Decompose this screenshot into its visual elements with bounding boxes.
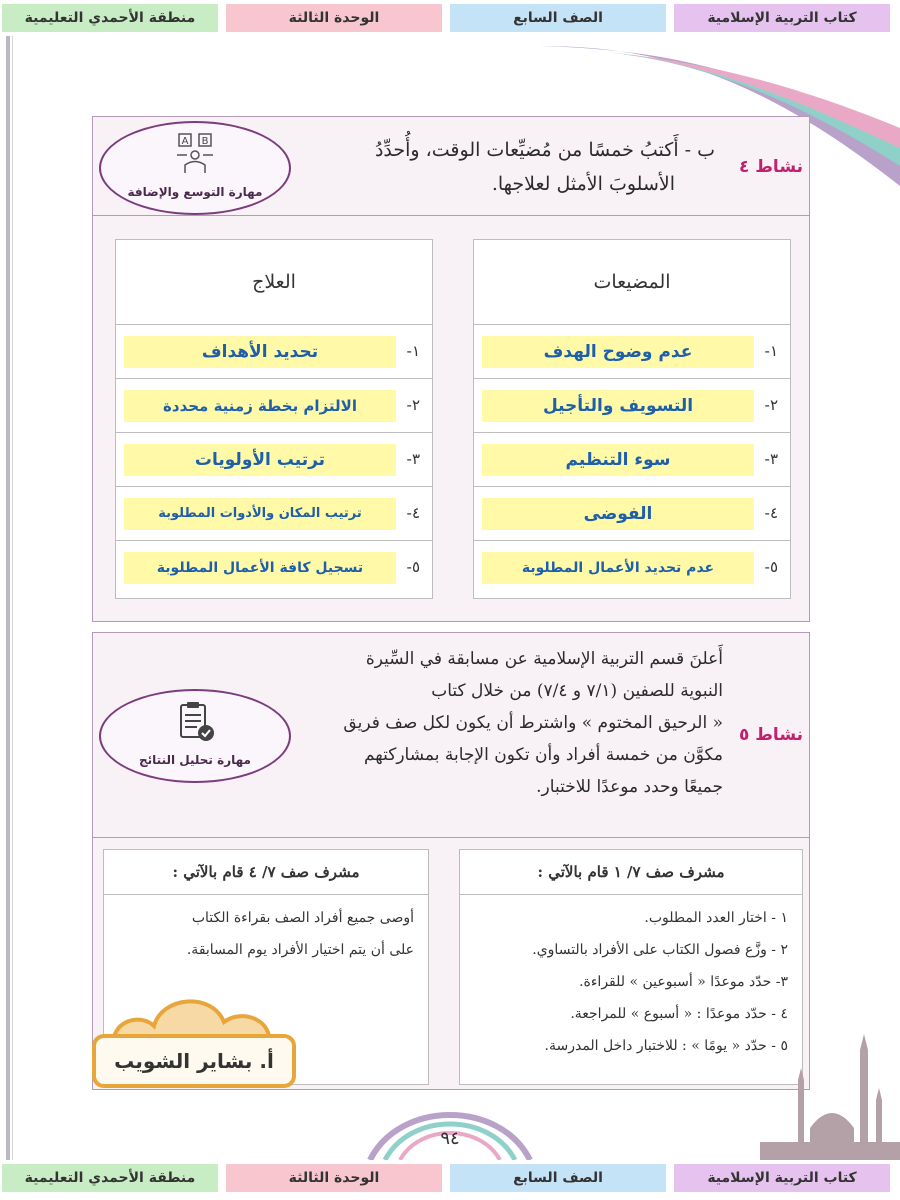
activity5-paragraph <box>283 643 723 803</box>
row-number: ٥- <box>406 558 420 576</box>
activity5-label: نشاط ٥ <box>738 725 803 745</box>
time-wasters-header: المضيعات <box>474 240 790 325</box>
expand-ab-icon <box>173 131 217 175</box>
page-side-rule <box>6 36 10 1160</box>
header-grade: الصف السابع <box>450 4 666 32</box>
remedy-answer: تسجيل كافة الأعمال المطلوبة <box>124 552 396 584</box>
footer-strip <box>0 1164 900 1194</box>
header-book-title: كتاب التربية الإسلامية <box>674 4 890 32</box>
row-number: ٤- <box>406 504 420 522</box>
row-number: ١- <box>406 342 420 360</box>
activity5-paragraph-line: النبوية للصفين (٧/١ و ٧/٤) من خلال كتاب <box>431 681 723 701</box>
activity4-skill-caption: مهارة التوسع والإضافة <box>127 185 263 199</box>
activity5-paragraph-line: مكوَّن من خمسة أفراد وأن تكون الإجابة بمشاركتهم <box>363 745 723 765</box>
table-row <box>474 324 790 379</box>
remedies-table <box>115 239 433 599</box>
mosque-silhouette-icon <box>760 1030 900 1160</box>
activity4-divider <box>93 215 809 216</box>
activity4-label: نشاط ٤ <box>738 157 803 177</box>
table-row <box>474 486 790 541</box>
time-waster-answer: عدم وضوح الهدف <box>482 336 754 368</box>
activity4-frame <box>92 116 810 622</box>
footer-region: منطقة الأحمدي التعليمية <box>2 1164 218 1192</box>
supervisor1-header: مشرف صف ٧/ ١ قام بالآتي : <box>460 850 802 895</box>
remedy-answer: الالتزام بخطة زمنية محددة <box>124 390 396 422</box>
remedy-answer: ترتيب المكان والأدوات المطلوبة <box>124 498 396 530</box>
activity5-paragraph-line: « الرحيق المختوم » واشترط أن يكون لكل صف فريق <box>343 713 723 733</box>
footer-grade: الصف السابع <box>450 1164 666 1192</box>
supervisor2-header: مشرف صف ٧/ ٤ قام بالآتي : <box>104 850 428 895</box>
activity4-task-line1: ب - أَكتبُ خمسًا من مُضيِّعات الوقت، وأُحدِّدُ <box>374 139 715 161</box>
supervisor1-step: ٣- حدّد موعدًا « أسبوعين » للقراءة. <box>579 974 788 990</box>
activity5-paragraph-line: أَعلنَ قسم التربية الإسلامية عن مسابقة في السِّيرة <box>365 649 723 669</box>
supervisor1-box <box>459 849 803 1085</box>
row-number: ٢- <box>406 396 420 414</box>
table-row <box>116 432 432 487</box>
remedy-answer: تحديد الأهداف <box>124 336 396 368</box>
supervisor1-step: ٤ - حدّد موعدًا : « أسبوع » للمراجعة. <box>570 1006 788 1022</box>
row-number: ٣- <box>764 450 778 468</box>
table-row <box>116 486 432 541</box>
header-region: منطقة الأحمدي التعليمية <box>2 4 218 32</box>
time-waster-answer: التسويف والتأجيل <box>482 390 754 422</box>
supervisor1-step: ٢ - وزَّع فصول الكتاب على الأفراد بالتساوي. <box>532 942 788 958</box>
supervisor1-step: ٥ - حدّد « يومًا » : للاختبار داخل المدرسة. <box>544 1038 788 1054</box>
row-number: ١- <box>764 342 778 360</box>
table-row <box>116 378 432 433</box>
row-number: ٤- <box>764 504 778 522</box>
supervisor1-step: ١ - اختار العدد المطلوب. <box>644 910 788 926</box>
activity5-skill-badge <box>99 689 291 783</box>
row-number: ٣- <box>406 450 420 468</box>
author-name: أ. بشاير الشويب <box>92 1034 296 1088</box>
svg-text:A: A <box>181 136 189 147</box>
table-row <box>116 540 432 594</box>
page-number: ٩٤ <box>440 1128 460 1149</box>
remedy-answer: ترتيب الأولويات <box>124 444 396 476</box>
time-wasters-table <box>473 239 791 599</box>
table-row <box>116 324 432 379</box>
page-side-rule-inner <box>12 36 13 1160</box>
activity5-divider <box>93 837 809 838</box>
row-number: ٥- <box>764 558 778 576</box>
header-unit: الوحدة الثالثة <box>226 4 442 32</box>
time-waster-answer: سوء التنظيم <box>482 444 754 476</box>
activity4-task <box>295 133 715 201</box>
clipboard-check-icon <box>173 699 217 743</box>
activity4-skill-badge <box>99 121 291 215</box>
header-strip <box>0 4 900 34</box>
table-row <box>474 432 790 487</box>
supervisor2-step: على أن يتم اختيار الأفراد يوم المسابقة. <box>186 942 414 958</box>
row-number: ٢- <box>764 396 778 414</box>
table-row <box>474 540 790 594</box>
time-waster-answer: الفوضى <box>482 498 754 530</box>
activity4-task-line2: الأسلوبَ الأمثل لعلاجها. <box>491 173 675 195</box>
footer-unit: الوحدة الثالثة <box>226 1164 442 1192</box>
footer-book-title: كتاب التربية الإسلامية <box>674 1164 890 1192</box>
time-waster-answer: عدم تحديد الأعمال المطلوبة <box>482 552 754 584</box>
table-row <box>474 378 790 433</box>
bottom-arc-decoration <box>360 1090 540 1160</box>
activity5-paragraph-line: جميعًا وحدد موعدًا للاختبار. <box>536 777 723 797</box>
remedies-header: العلاج <box>116 240 432 325</box>
activity5-skill-caption: مهارة تحليل النتائج <box>139 753 251 767</box>
supervisor2-step: أوصى جميع أفراد الصف بقراءة الكتاب <box>191 910 414 926</box>
svg-text:B: B <box>201 136 209 147</box>
